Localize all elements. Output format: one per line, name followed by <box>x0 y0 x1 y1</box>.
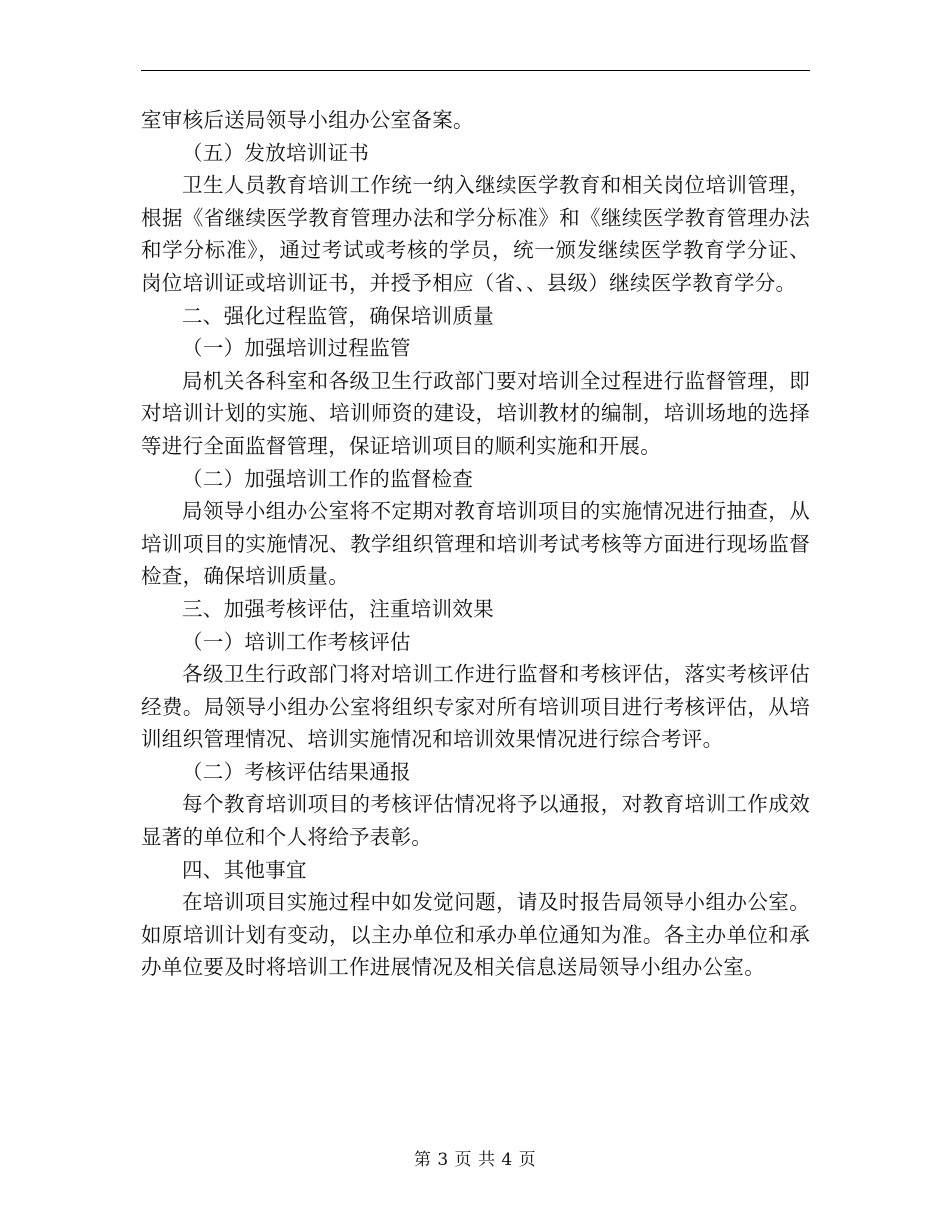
paragraph: 每个教育培训项目的考核评估情况将予以通报，对教育培训工作成效显著的单位和个人将给予表彰。 <box>141 792 810 850</box>
section-heading: 四、其他事宜 <box>182 857 307 882</box>
section-heading: （二）考核评估结果通报 <box>182 759 411 784</box>
paragraph: 室审核后送局领导小组办公室备案。 <box>141 108 474 132</box>
section-heading: 二、强化过程监管，确保培训质量 <box>182 303 494 328</box>
document-body <box>141 104 810 984</box>
paragraph: 各级卫生行政部门将对培训工作进行监督和考核评估，落实考核评估经费。局领导小组办公室将组织专家对所有培训项目进行考核评估，从培训组织管理情况、培训实施情况和培训效果情况进行综合考评。 <box>141 662 810 752</box>
section-heading: （一）培训工作考核评估 <box>182 629 411 654</box>
section-heading: （一）加强培训过程监管 <box>182 336 411 361</box>
paragraph: 在培训项目实施过程中如发觉问题，请及时报告局领导小组办公室。如原培训计划有变动，以主办单位和承办单位通知为准。各主办单位和承办单位要及时将培训工作进展情况及相关信息送局领导小组办公室。 <box>141 890 810 980</box>
paragraph: 卫生人员教育培训工作统一纳入继续医学教育和相关岗位培训管理，根据《省继续医学教育管理办法和学分标准》和《继续医学教育管理办法和学分标准》，通过考试或考核的学员，统一颁发继续医学教育学分证、岗位培训证或培训证书，并授予相应（省、、县级）继续医学教育学分。 <box>141 173 810 295</box>
paragraph: 局机关各科室和各级卫生行政部门要对培训全过程进行监督管理，即对培训计划的实施、培训师资的建设，培训教材的编制，培训场地的选择等进行全面监督管理，保证培训项目的顺利实施和开展。 <box>141 368 810 458</box>
paragraph: 局领导小组办公室将不定期对教育培训项目的实施情况进行抽查，从培训项目的实施情况、教学组织管理和培训考试考核等方面进行现场监督检查，确保培训质量。 <box>141 499 810 589</box>
header-rule <box>141 70 810 71</box>
section-heading: （二）加强培训工作的监督检查 <box>182 466 474 491</box>
page-number-footer: 第 3 页 共 4 页 <box>413 1150 537 1170</box>
section-heading: 三、加强考核评估，注重培训效果 <box>182 596 494 621</box>
section-heading: （五）发放培训证书 <box>182 140 370 165</box>
